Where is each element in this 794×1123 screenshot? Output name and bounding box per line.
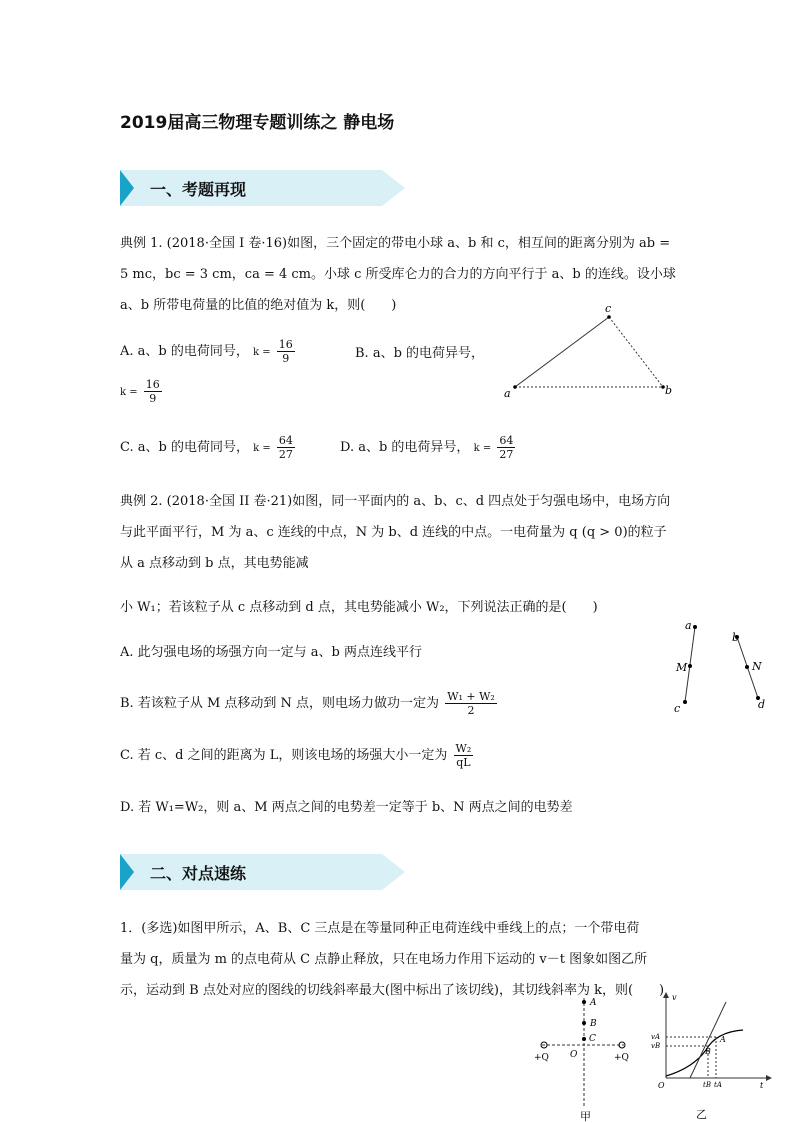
ex2-option-b: B. 若该粒子从 M 点移动到 N 点，则电场力做功一定为 $\frac{\text{W₁ + W₂}}{2}$ (120, 690, 495, 717)
ex2-line4: 小 W₁；若该粒子从 c 点移动到 d 点，其电势能减小 W₂，下列说法正确的是( ) (120, 600, 598, 615)
ex1-option-c: C. a、b 的电荷同号， k = $\frac{64}{27}$ (120, 434, 293, 461)
ex1-line3: a、b 所带电荷量的比值的绝对值为 k，则( ) (120, 298, 397, 313)
point-c-label: c (674, 702, 681, 715)
t-axis-label: t (760, 1081, 764, 1090)
four-points-figure (665, 615, 775, 715)
ex1-line2: 5 mc，bc = 3 cm，ca = 4 cm。小球 c 所受库仑力的合力的方向平行于 a、b 的连线。设小球 (120, 267, 676, 282)
point-b-label: b (665, 384, 673, 397)
q1-line2: 量为 q，质量为 m 的点电荷从 C 点静止释放，只在电场力作用下运动的 v－t 图象如图乙所 (120, 952, 648, 967)
ex1-line1: 典例 1. (2018·全国 I 卷·16)如图，三个固定的带电小球 a、b 和 c，相互间的距离分别为 ab = (120, 236, 671, 251)
ex1-option-a: A. a、b 的电荷同号， k = $\frac{16}{9}$ (120, 338, 293, 365)
va-label: vA (651, 1033, 661, 1041)
ex2-line2: 与此平面平行，M 为 a、c 连线的中点，N 为 b、d 连线的中点。一电荷量为 q (q > 0)的粒子 (120, 525, 667, 540)
point-a-label: a (685, 619, 692, 632)
ex2-option-d: D. 若 W₁=W₂，则 a、M 两点之间的电势差一定等于 b、N 两点之间的电势差 (120, 800, 573, 815)
figure-yi-caption: 乙 (696, 1108, 707, 1121)
section-banner-1 (120, 170, 405, 206)
point-a-label: A (590, 998, 597, 1008)
figure-jia (530, 990, 640, 1123)
section-banner-2 (120, 854, 405, 890)
q1-line1: 1．(多选)如图甲所示，A、B、C 三点是在等量同种正电荷连线中垂线上的点；一个带电荷 (120, 921, 640, 936)
ex2-line1: 典例 2. (2018·全国 II 卷·21)如图，同一平面内的 a、b、c、d 四点处于匀强电场中，电场方向 (120, 494, 671, 509)
section-title-1: 一、考题再现 (150, 180, 247, 199)
ex1-option-b: B. a、b 的电荷异号， (355, 346, 485, 361)
ex1-option-d: D. a、b 的电荷异号， k = $\frac{64}{27}$ (340, 434, 514, 461)
point-b-label: B (705, 1047, 711, 1056)
origin-label: O (570, 1050, 578, 1060)
figure-jia-caption: 甲 (580, 1110, 591, 1123)
charge-right-label: +Q (614, 1053, 629, 1063)
v-axis-label: v (672, 993, 677, 1002)
point-a-label: A (720, 1035, 726, 1044)
point-c-label: c (605, 302, 612, 315)
point-b-label: B (590, 1019, 597, 1029)
tb-label: tB (703, 1081, 711, 1089)
point-m-label: M (676, 661, 688, 674)
q1-line3: 示，运动到 B 点处对应的图线的切线斜率最大(图中标出了该切线)，其切线斜率为 k，则( ) (120, 983, 665, 998)
point-d-label: d (758, 698, 766, 711)
point-c-label: C (589, 1034, 596, 1044)
origin-label: O (658, 1081, 665, 1090)
vb-label: vB (651, 1042, 661, 1050)
ta-label: tA (714, 1081, 722, 1089)
ex2-option-c: C. 若 c、d 之间的距离为 L，则该电场的场强大小一定为 $\frac{\text{W₂}}{qL}$ (120, 742, 472, 769)
ex2-option-a: A. 此匀强电场的场强方向一定与 a、b 两点连线平行 (120, 645, 422, 660)
ex1-option-b-value: k = $\frac{16}{9}$ (120, 378, 160, 405)
point-a-label: a (504, 387, 511, 400)
point-b-label: b (732, 631, 740, 644)
triangle-figure (495, 300, 685, 405)
page-title: 2019届高三物理专题训练之 静电场 (120, 113, 395, 133)
section-title-2: 二、对点速练 (150, 864, 247, 883)
figure-yi (648, 990, 778, 1123)
point-n-label: N (752, 660, 762, 673)
ex2-line3: 从 a 点移动到 b 点，其电势能减 (120, 556, 309, 571)
charge-left-label: +Q (534, 1053, 549, 1063)
